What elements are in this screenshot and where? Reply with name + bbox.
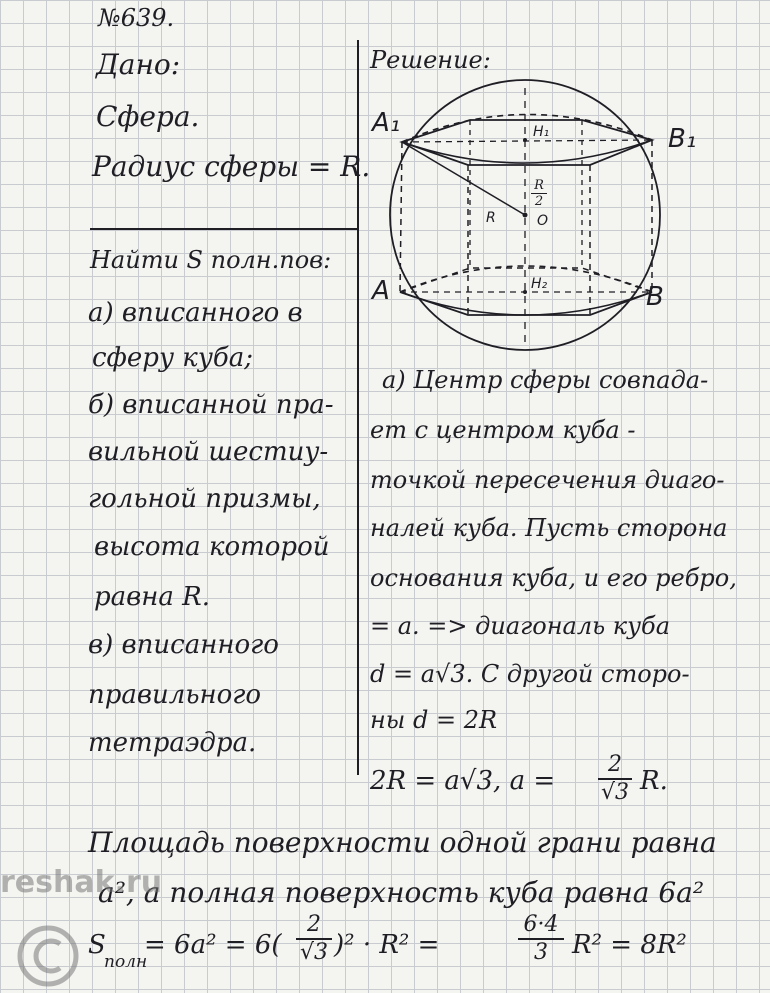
formula-fraction-1 <box>296 912 332 966</box>
find-c-line-1: в) вписанного <box>88 630 279 660</box>
formula-s: S <box>88 930 106 960</box>
label-B1: B₁ <box>668 124 697 154</box>
bottom-line-1: Площадь поверхности одной грани равна <box>88 826 717 859</box>
top-diagonal <box>402 140 652 142</box>
copyright-icon <box>20 928 76 984</box>
watermark-text: reshak.ru <box>0 865 163 900</box>
label-A1: A₁ <box>372 108 401 138</box>
h1-point <box>523 138 527 142</box>
formula-fraction-2-den: 3 <box>518 938 564 966</box>
sphere-cube-drawing <box>370 70 690 360</box>
formula-s-sub: полн <box>104 952 148 972</box>
find-b-line-4: высота которой <box>94 532 330 562</box>
solution-line-4: налей куба. Пусть сторона <box>370 514 728 542</box>
bottom-hexagon-back <box>400 268 652 292</box>
top-ellipse-front <box>402 140 652 163</box>
label-r-over-2-den: 2 <box>531 193 547 209</box>
label-R: R <box>486 210 496 226</box>
find-c-line-3: тетраэдра. <box>88 728 257 758</box>
formula-part-2: )² · R² = <box>334 930 440 960</box>
sphere-figure <box>370 70 690 360</box>
equation-fraction-den: √3 <box>598 778 632 806</box>
solution-line-5: основания куба, и его ребро, <box>370 564 737 592</box>
given-title: Дано: <box>96 48 181 81</box>
solution-line-7: d = a√3. С другой сторо- <box>370 660 690 688</box>
solution-line-3: точкой пересечения диаго- <box>370 466 725 494</box>
label-A: A <box>372 276 390 306</box>
problem-number: №639. <box>98 4 175 32</box>
equation-fraction-num: 2 <box>608 752 622 777</box>
radius-line <box>402 142 525 215</box>
formula-part-1: = 6a² = 6( <box>144 930 282 960</box>
equation-left: 2R = a√3, a = <box>370 766 556 796</box>
equation-right: R. <box>640 766 668 796</box>
find-b-line-3: гольной призмы, <box>88 484 321 514</box>
label-H1: H₁ <box>533 124 550 140</box>
h2-point <box>523 290 527 294</box>
find-b-line-1: б) вписанной пра- <box>88 390 334 420</box>
top-hexagon <box>402 120 652 165</box>
find-b-line-2: вильной шестиу- <box>88 437 329 467</box>
given-line-1: Сфера. <box>96 100 200 133</box>
formula-fraction-1-den: √3 <box>296 938 332 966</box>
label-H2: H₂ <box>531 276 548 292</box>
find-a-line-2: сферу куба; <box>92 343 254 373</box>
top-ellipse-back <box>402 114 652 142</box>
find-title: Найти S полн.пов: <box>90 246 332 274</box>
label-B: B <box>646 282 664 312</box>
center-point <box>523 213 528 218</box>
bottom-line-2: a², а полная поверхность куба равна 6a² <box>98 876 705 909</box>
given-divider <box>90 228 358 230</box>
formula-part-3: R² = 8R² <box>572 930 687 960</box>
solution-line-2: ет с центром куба - <box>370 416 636 444</box>
formula-fraction-1-num: 2 <box>307 912 321 937</box>
solution-line-6: = a. => диагональ куба <box>370 612 671 640</box>
label-r-over-2-num: R <box>534 178 544 193</box>
formula-fraction-2-num: 6·4 <box>523 912 559 937</box>
solution-title: Решение: <box>370 46 491 74</box>
label-r-over-2 <box>531 178 547 209</box>
find-c-line-2: правильного <box>88 680 262 710</box>
given-line-2: Радиус сферы = R. <box>92 150 371 183</box>
find-a-line-1: а) вписанного в <box>88 298 303 328</box>
label-O: O <box>537 213 549 229</box>
watermark-logo <box>0 860 180 993</box>
find-b-line-5: равна R. <box>94 582 211 612</box>
formula-fraction-2 <box>518 912 564 966</box>
solution-line-1: а) Центр сферы совпада- <box>382 366 709 394</box>
solution-line-8: ны d = 2R <box>370 706 498 734</box>
equation-fraction <box>598 752 632 806</box>
bottom-ellipse-front <box>400 292 652 315</box>
